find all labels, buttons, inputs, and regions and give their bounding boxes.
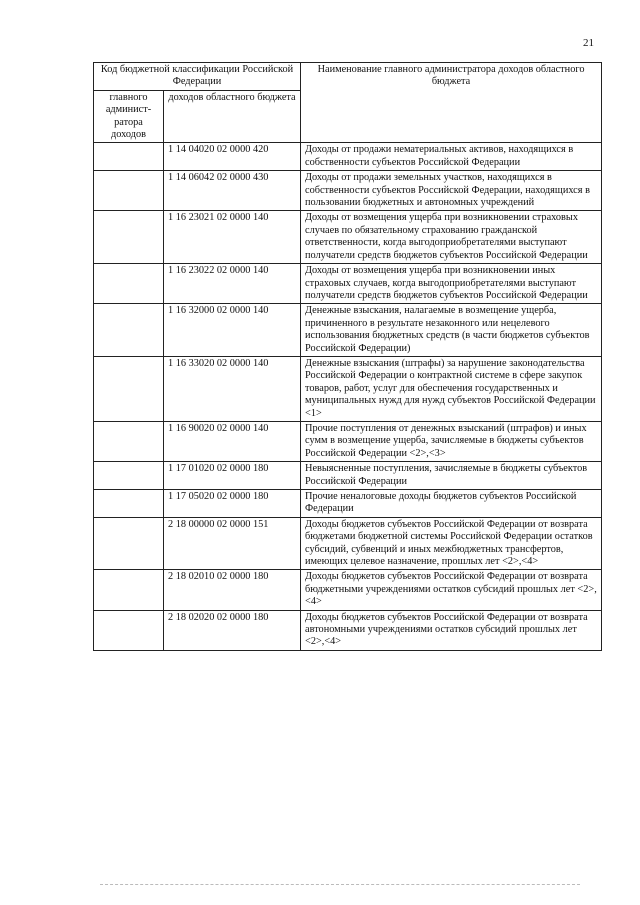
table-row (94, 517, 602, 570)
income-code-cell: 1 14 04020 02 0000 420 (164, 143, 301, 171)
admin-code-cell (94, 211, 164, 264)
table-row (94, 171, 602, 211)
header-bk-code: Код бюджетной классификации Российской Федерации (94, 63, 301, 91)
income-name-cell: Доходы от продажи земельных участков, находящихся в собственности субъектов Российской Федерации, находящихся в пользовании бюджетных и автономных учреждений (301, 171, 602, 211)
admin-code-cell (94, 570, 164, 610)
table-row (94, 421, 602, 461)
income-name-cell: Доходы от продажи нематериальных активов, находящихся в собственности субъектов Российской Федерации (301, 143, 602, 171)
table-row (94, 462, 602, 490)
admin-code-cell (94, 490, 164, 518)
income-name-cell: Доходы бюджетов субъектов Российской Федерации от возврата бюджетными учреждениями остатков субсидий прошлых лет <2>,<4> (301, 570, 602, 610)
table-row (94, 610, 602, 650)
income-code-cell: 1 16 32000 02 0000 140 (164, 304, 301, 357)
header-admin-code: главного админист-ратора доходов (94, 90, 164, 143)
income-name-cell: Доходы от возмещения ущерба при возникновении иных страховых случаев, когда выгодоприобретателями выступают получатели средств бюджетов субъектов Российской Федерации (301, 264, 602, 304)
footer-divider (100, 884, 580, 885)
table-row (94, 143, 602, 171)
income-name-cell: Денежные взыскания (штрафы) за нарушение законодательства Российской Федерации о контрактной системе в сфере закупок товаров, работ, услуг для обеспечения государственных и муниципальных нужд для нужд субъектов Российской Федерации <1> (301, 356, 602, 421)
admin-code-cell (94, 356, 164, 421)
admin-code-cell (94, 517, 164, 570)
admin-code-cell (94, 264, 164, 304)
table-row (94, 264, 602, 304)
income-code-cell: 1 16 33020 02 0000 140 (164, 356, 301, 421)
income-code-cell: 1 16 90020 02 0000 140 (164, 421, 301, 461)
table-row (94, 570, 602, 610)
admin-code-cell (94, 462, 164, 490)
header-name: Наименование главного администратора доходов областного бюджета (301, 63, 602, 143)
income-code-cell: 1 16 23022 02 0000 140 (164, 264, 301, 304)
header-income-code: доходов областного бюджета (164, 90, 301, 143)
table-row (94, 356, 602, 421)
income-code-cell: 2 18 02010 02 0000 180 (164, 570, 301, 610)
table-row (94, 490, 602, 518)
header-row (94, 63, 602, 91)
table-row (94, 304, 602, 357)
income-name-cell: Доходы бюджетов субъектов Российской Федерации от возврата бюджетами бюджетной системы Российской Федерации остатков субсидий, субвенций и иных межбюджетных трансфертов, имеющих целевое назначение, прошлых лет <2>,<4> (301, 517, 602, 570)
income-name-cell: Денежные взыскания, налагаемые в возмещение ущерба, причиненного в результате незаконного или нецелевого использования бюджетных средств (в части бюджетов субъектов Российской Федерации) (301, 304, 602, 357)
admin-code-cell (94, 304, 164, 357)
income-code-cell: 2 18 02020 02 0000 180 (164, 610, 301, 650)
admin-code-cell (94, 610, 164, 650)
income-name-cell: Доходы бюджетов субъектов Российской Федерации от возврата автономными учреждениями остатков субсидий прошлых лет <2>,<4> (301, 610, 602, 650)
budget-classification-table (93, 62, 602, 651)
income-code-cell: 2 18 00000 02 0000 151 (164, 517, 301, 570)
admin-code-cell (94, 171, 164, 211)
table-row (94, 211, 602, 264)
income-code-cell: 1 17 01020 02 0000 180 (164, 462, 301, 490)
income-name-cell: Доходы от возмещения ущерба при возникновении страховых случаев по обязательному страхованию гражданской ответственности, когда выгодоприобретателями выступают получатели средств бюджетов субъектов Российской Федерации (301, 211, 602, 264)
admin-code-cell (94, 421, 164, 461)
income-code-cell: 1 17 05020 02 0000 180 (164, 490, 301, 518)
page-number: 21 (583, 37, 594, 49)
income-name-cell: Прочие поступления от денежных взысканий (штрафов) и иных сумм в возмещение ущерба, зачисляемые в бюджеты субъектов Российской Федерации <2>,<3> (301, 421, 602, 461)
income-name-cell: Невыясненные поступления, зачисляемые в бюджеты субъектов Российской Федерации (301, 462, 602, 490)
admin-code-cell (94, 143, 164, 171)
income-code-cell: 1 16 23021 02 0000 140 (164, 211, 301, 264)
income-code-cell: 1 14 06042 02 0000 430 (164, 171, 301, 211)
income-name-cell: Прочие неналоговые доходы бюджетов субъектов Российской Федерации (301, 490, 602, 518)
